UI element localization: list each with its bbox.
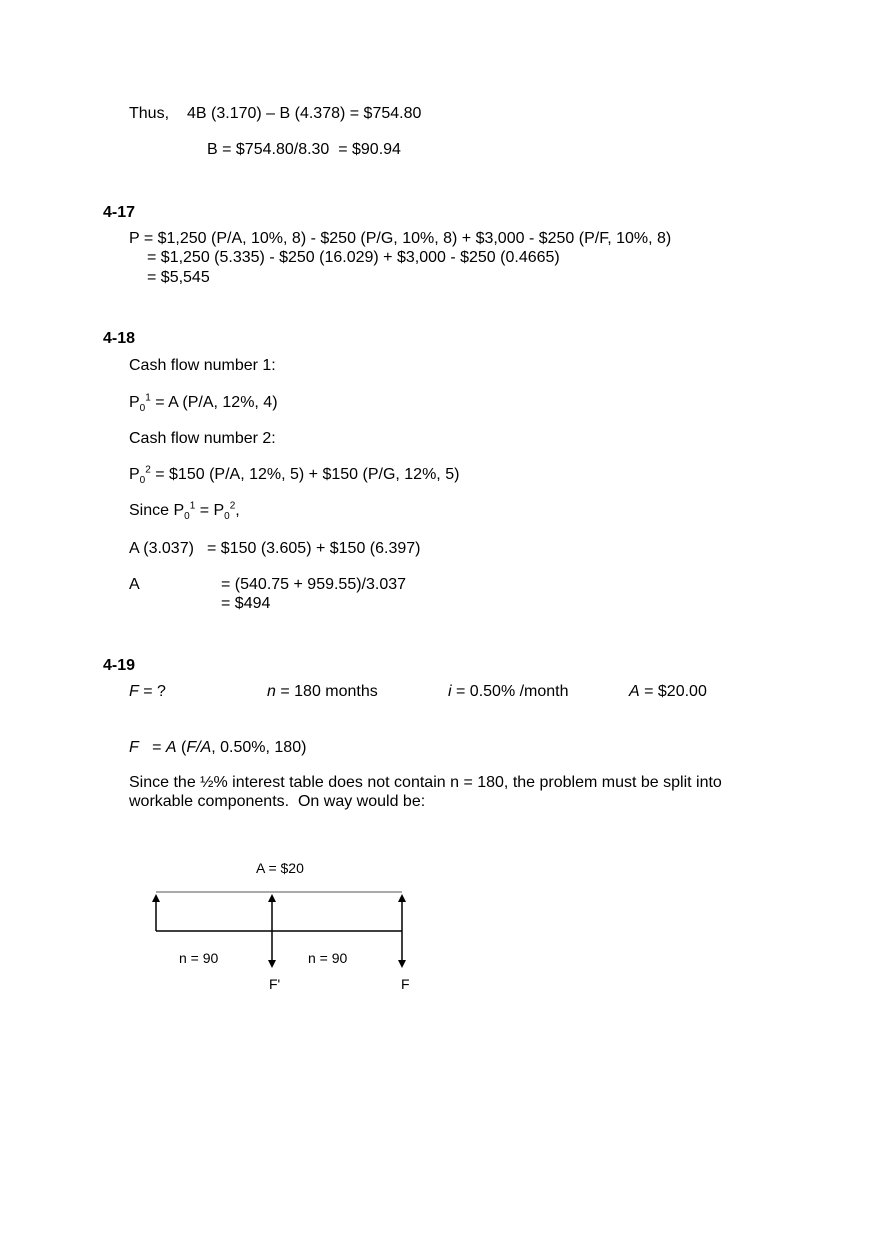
- p418-eq-2: $P_0^2$ = $150 (P/A, 12%, 5) + $150 (P/G, 12%, 5): [129, 464, 460, 487]
- given-a: A = $20.00: [629, 683, 707, 700]
- p417-line-1: P = $1,250 (P/A, 10%, 8) - $250 (P/G, 10%, 8) + $3,000 - $250 (P/F, 10%, 8): [129, 230, 672, 247]
- cash-flow-1-label: Cash flow number 1:: [129, 357, 276, 374]
- p418-a-label: A: [129, 576, 140, 593]
- cash-flow-2-label: Cash flow number 2:: [129, 430, 276, 447]
- b-equation: B = $754.80/8.30 = $90.94: [207, 141, 401, 158]
- p419-paragraph-line-1: Since the ½% interest table does not contain n = 180, the problem must be split into: [129, 774, 722, 791]
- p418-since: Since $P_0^1 = P_0^2$,: [129, 500, 240, 523]
- p419-equation: F = A (F/A, 0.50%, 180): [129, 739, 307, 756]
- given-n: n = 180 months: [267, 683, 378, 700]
- p418-a-lhs: A (3.037): [129, 540, 194, 557]
- p418-a-rhs-2: = (540.75 + 959.55)/3.037: [221, 576, 407, 593]
- p419-paragraph-line-2: workable components. On way would be:: [129, 793, 426, 810]
- given-f: F = ?: [129, 683, 166, 700]
- given-i: i = 0.50% /month: [448, 683, 569, 700]
- problem-heading-4-19: 4-19: [103, 657, 136, 674]
- diagram-n2-label: n = 90: [308, 950, 348, 966]
- diagram-f-prime-label: F': [269, 976, 281, 992]
- p418-a-rhs: = $150 (3.605) + $150 (6.397): [207, 540, 421, 557]
- problem-heading-4-18: 4-18: [103, 330, 136, 347]
- thus-equation: 4B (3.170) – B (4.378) = $754.80: [187, 105, 422, 122]
- problem-heading-4-17: 4-17: [103, 204, 136, 221]
- diagram-a-label: A = $20: [256, 860, 304, 876]
- p417-line-2: = $1,250 (5.335) - $250 (16.029) + $3,000 - $250 (0.4665): [147, 249, 560, 266]
- diagram-f-label: F: [401, 976, 410, 992]
- thus-label: Thus,: [129, 105, 170, 122]
- p417-line-3: = $5,545: [147, 269, 210, 286]
- p418-eq-1: $P_0^1 = A$ (P/A, 12%, 4): [129, 392, 278, 415]
- p418-a-rhs-3: = $494: [221, 595, 271, 612]
- diagram-n1-label: n = 90: [179, 950, 219, 966]
